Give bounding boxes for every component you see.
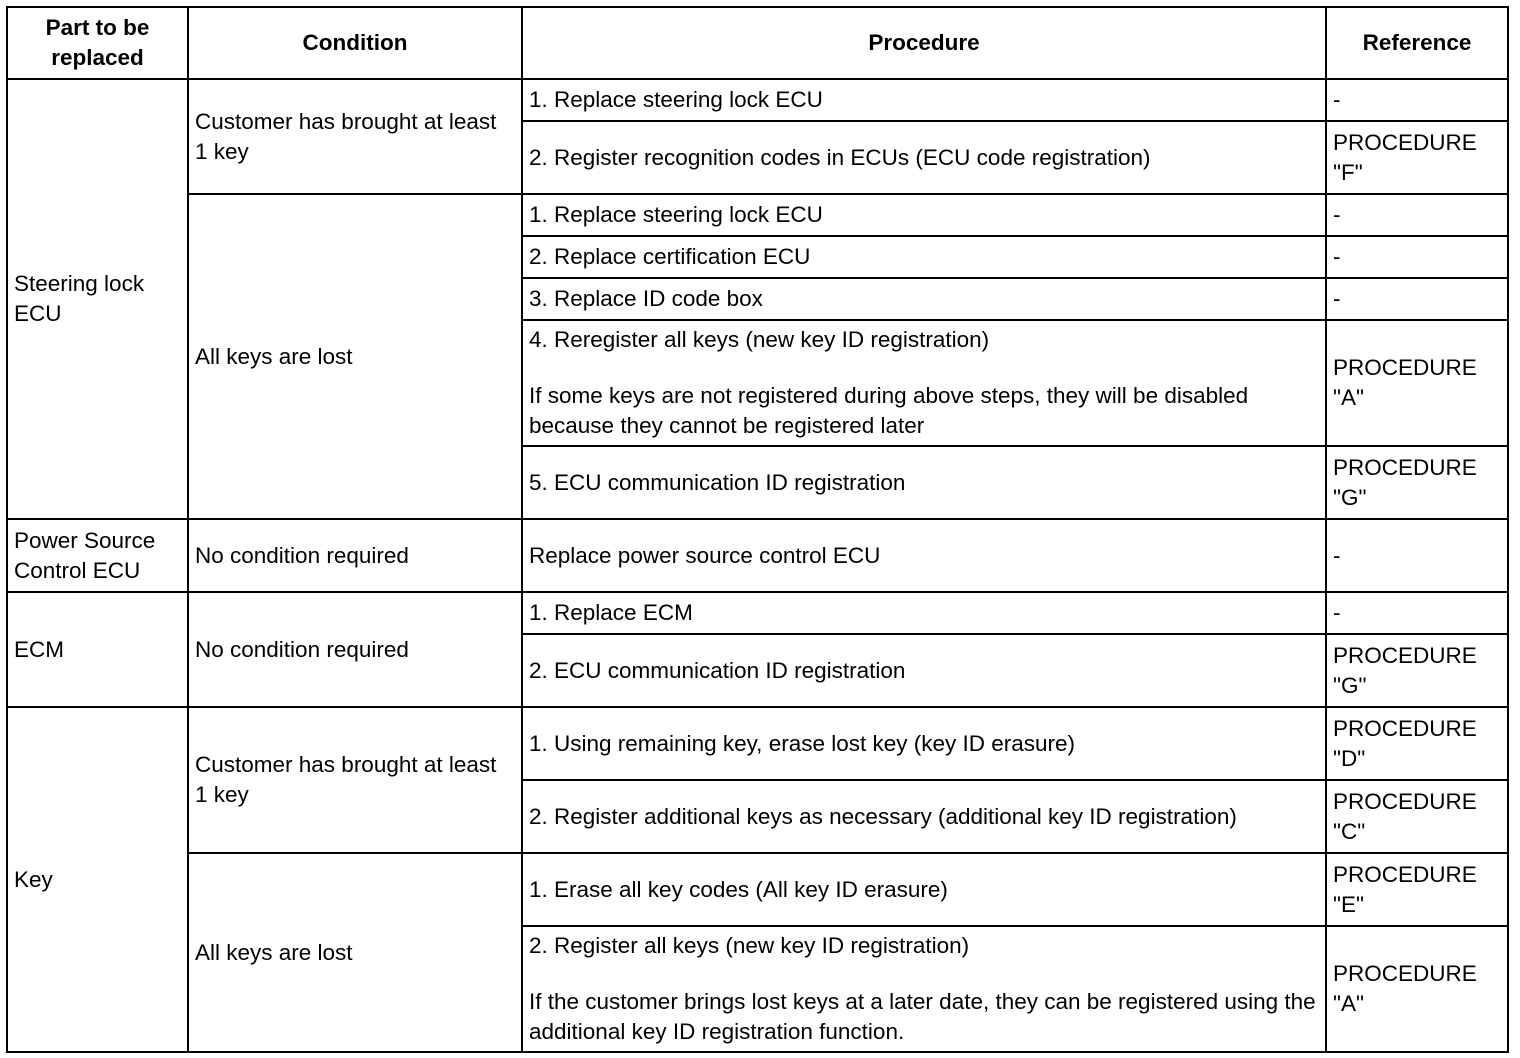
header-row bbox=[7, 7, 1508, 79]
header-procedure: Procedure bbox=[522, 7, 1326, 79]
procedure-cell: 1. Erase all key codes (All key ID erasure) bbox=[522, 853, 1326, 926]
table-row bbox=[7, 592, 1508, 634]
procedure-cell: 1. Replace steering lock ECU bbox=[522, 194, 1326, 236]
condition-cell: Customer has brought at least 1 key bbox=[188, 79, 522, 194]
procedure-cell: 2. Register additional keys as necessary (additional key ID registration) bbox=[522, 780, 1326, 853]
procedure-cell: 2. ECU communication ID registration bbox=[522, 634, 1326, 707]
part-cell-power-source-control-ecu: Power Source Control ECU bbox=[7, 519, 188, 592]
condition-cell: Customer has brought at least 1 key bbox=[188, 707, 522, 853]
header-part: Part to be replaced bbox=[7, 7, 188, 79]
procedure-cell bbox=[522, 926, 1326, 1052]
reference-cell: PROCEDURE "A" bbox=[1326, 320, 1508, 446]
condition-cell: All keys are lost bbox=[188, 194, 522, 519]
reference-cell: PROCEDURE "C" bbox=[1326, 780, 1508, 853]
procedure-step: 2. Register all keys (new key ID registration) bbox=[529, 933, 970, 958]
part-cell-ecm: ECM bbox=[7, 592, 188, 707]
procedure-cell bbox=[522, 320, 1326, 446]
procedure-cell: 2. Replace certification ECU bbox=[522, 236, 1326, 278]
reference-cell: - bbox=[1326, 278, 1508, 320]
table-row bbox=[7, 707, 1508, 780]
reference-cell: - bbox=[1326, 194, 1508, 236]
reference-cell: - bbox=[1326, 592, 1508, 634]
reference-cell: PROCEDURE "E" bbox=[1326, 853, 1508, 926]
table-row bbox=[7, 79, 1508, 121]
header-reference: Reference bbox=[1326, 7, 1508, 79]
procedure-note: If the customer brings lost keys at a later date, they can be registered using the additional key ID registration function. bbox=[529, 989, 1316, 1044]
reference-cell: - bbox=[1326, 79, 1508, 121]
table-row bbox=[7, 853, 1508, 926]
reference-cell: - bbox=[1326, 236, 1508, 278]
procedure-table bbox=[6, 6, 1509, 1053]
procedure-cell: 5. ECU communication ID registration bbox=[522, 446, 1326, 519]
procedure-cell: Replace power source control ECU bbox=[522, 519, 1326, 592]
reference-cell: PROCEDURE "G" bbox=[1326, 446, 1508, 519]
procedure-step: 4. Reregister all keys (new key ID registration) bbox=[529, 327, 990, 352]
reference-cell: PROCEDURE "D" bbox=[1326, 707, 1508, 780]
procedure-note: If some keys are not registered during above steps, they will be disabled because they cannot be registered later bbox=[529, 383, 1249, 438]
condition-cell: No condition required bbox=[188, 519, 522, 592]
reference-cell: PROCEDURE "G" bbox=[1326, 634, 1508, 707]
procedure-cell: 2. Register recognition codes in ECUs (ECU code registration) bbox=[522, 121, 1326, 194]
table-row bbox=[7, 519, 1508, 592]
reference-cell: PROCEDURE "F" bbox=[1326, 121, 1508, 194]
table-row bbox=[7, 194, 1508, 236]
reference-cell: - bbox=[1326, 519, 1508, 592]
procedure-cell: 3. Replace ID code box bbox=[522, 278, 1326, 320]
procedure-cell: 1. Replace ECM bbox=[522, 592, 1326, 634]
part-cell-steering-lock-ecu: Steering lock ECU bbox=[7, 79, 188, 519]
procedure-cell: 1. Replace steering lock ECU bbox=[522, 79, 1326, 121]
condition-cell: No condition required bbox=[188, 592, 522, 707]
part-cell-key: Key bbox=[7, 707, 188, 1052]
reference-cell: PROCEDURE "A" bbox=[1326, 926, 1508, 1052]
condition-cell: All keys are lost bbox=[188, 853, 522, 1052]
procedure-cell: 1. Using remaining key, erase lost key (key ID erasure) bbox=[522, 707, 1326, 780]
header-condition: Condition bbox=[188, 7, 522, 79]
